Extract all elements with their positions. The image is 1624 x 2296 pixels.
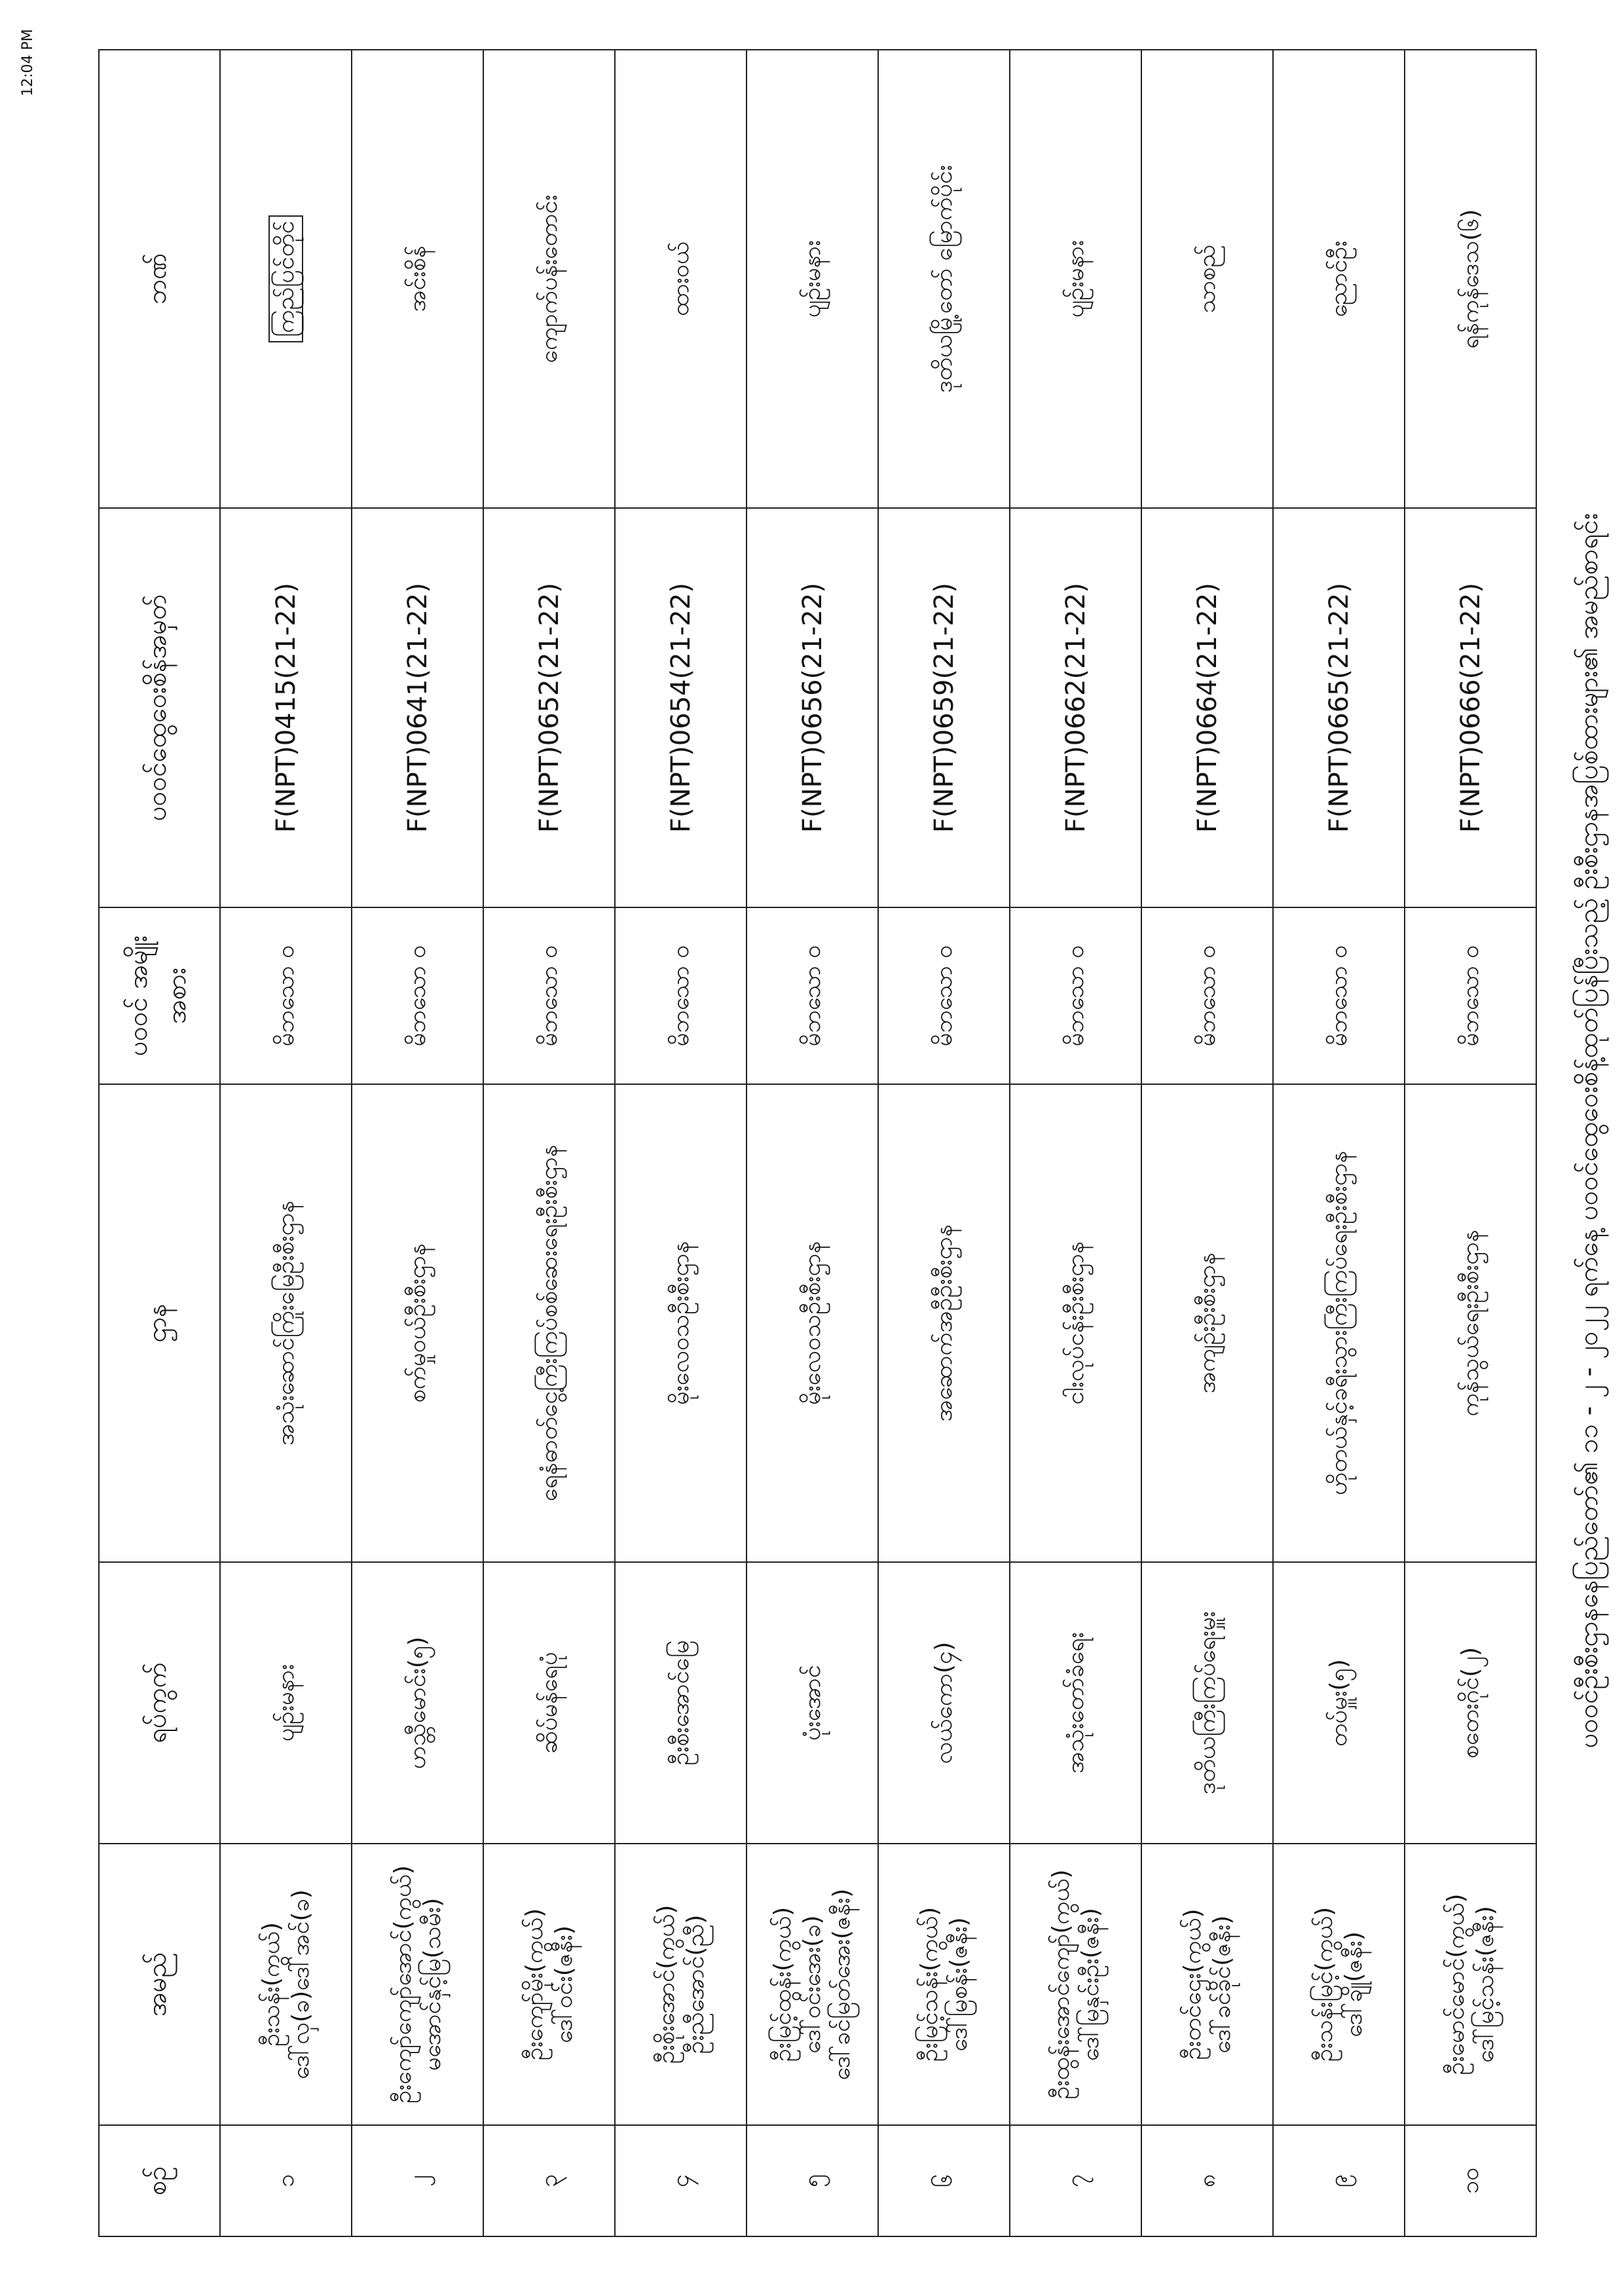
table-row	[1273, 50, 1405, 2236]
cell-license: F(NPT)0659(21-22)	[878, 508, 1010, 907]
cell-no: ၉	[1273, 2125, 1405, 2236]
cell-department: အသုံးဆောင်ကြိုးမြေဦးစီးဌာန	[220, 1084, 352, 1562]
header-row	[99, 50, 220, 2236]
name-line: ဒေါ်ခင်ခိုင်(ဇနီး)	[1208, 1915, 1236, 2054]
name-line: ဦးသန်း(ကွယ်)	[257, 1922, 285, 2047]
cell-address: ပျဉ်းမနား	[220, 1562, 352, 1844]
cell-no: ၄	[615, 2125, 747, 2236]
table-row	[1141, 50, 1273, 2236]
table-row	[220, 50, 352, 2236]
cell-address: ပုံးအောင်	[747, 1562, 878, 1844]
name-line: ဒေါ်ဝင်းအေး(ခ)	[799, 1915, 826, 2054]
cell-region	[1010, 50, 1141, 508]
cell-name	[1010, 1844, 1141, 2125]
cell-no: ၁	[220, 2125, 352, 2236]
cell-no: ၁၀	[1405, 2125, 1536, 2236]
table-row	[878, 50, 1010, 2236]
name-line: ဦးမောင်မောင်(ကွယ်)	[1442, 1893, 1469, 2075]
cell-address: လယ်ကော(၄)	[878, 1562, 1010, 1844]
cell-license: F(NPT)0415(21-22)	[220, 508, 352, 907]
table-row	[352, 50, 483, 2236]
header-department: ဌာန	[99, 1084, 220, 1562]
cell-type: မိဘသော ဝ	[878, 907, 1010, 1084]
cell-name	[615, 1844, 747, 2125]
table-row	[1405, 50, 1536, 2236]
name-line: ဒေါ်မြင့်သန်း(ဇနီး)	[1471, 1906, 1499, 2063]
cell-department: စက်မှုဝယ်ဦးစီးဌာန	[352, 1084, 483, 1562]
cell-department: ကုန်သွယ်ရေးဦးစီးဌာန	[1405, 1084, 1536, 1562]
table-row	[615, 50, 747, 2236]
cell-name	[1141, 1844, 1273, 2125]
cell-department: အကျဉ်းဦးစီးဌာန	[1141, 1084, 1273, 1562]
cell-address: စတေးဂိုင်(၂)	[1405, 1562, 1536, 1844]
table-row	[747, 50, 878, 2236]
cell-license: F(NPT)0641(21-22)	[352, 508, 483, 907]
region-label: ပျဉ်းမနား	[1062, 240, 1089, 318]
cell-license: F(NPT)0654(21-22)	[615, 508, 747, 907]
name-line: မအောင်နှင့်မြ(သမီး)	[418, 1897, 446, 2071]
cell-region	[878, 50, 1010, 508]
header-address: ရပ်ကွက်	[99, 1562, 220, 1844]
cell-department: မိုးလေဝသဦးစီးဌာန	[615, 1084, 747, 1562]
cell-no: ၅	[747, 2125, 878, 2236]
document-title: ပဝဝင်ဦးစီးဌာနနေပြည်တော်၏ ၁၁ - ၂ - ၂၀၂၂ ရက်နေ့ ပဝဝင်ထွေဝေးစိန့်ထုတ်ပြန်ပြီးသည့် ဦးစီးဌာနအပြစ်ထားများ၏ အမည်စာရင်း	[1574, 513, 1604, 1749]
cell-name	[352, 1844, 483, 2125]
table-row	[1010, 50, 1141, 2236]
region-label: ထားဝယ်	[667, 242, 694, 316]
cell-type: မိဘသော ဝ	[747, 907, 878, 1084]
header-license: ပဝဝင်ထွေဝေးစိန်အမှတ်	[99, 508, 220, 907]
cell-region	[1141, 50, 1273, 508]
cell-department: မိုးလေဝသဦးစီးဌာန	[747, 1084, 878, 1562]
region-label: သာစည်	[1194, 244, 1221, 314]
cell-address: ဟသ္တီမောင်း(၅)	[352, 1562, 483, 1844]
header-no: စဉ်	[99, 2125, 220, 2236]
region-label: ကြည်ပြင်တိုင်	[268, 215, 303, 342]
cell-license: F(NPT)0666(21-22)	[1405, 508, 1536, 907]
cell-address: တပ်မှူး(၅)	[1273, 1562, 1405, 1844]
cell-type: မိဘသော ဝ	[1273, 907, 1405, 1084]
name-line: ဦးကျော်ကျော်အောင်(ကွယ်)	[389, 1865, 416, 2104]
cell-department: ရေနံဓာတ်ငွေ့ကြီးကြပ်စစ်ဆေးရေးဦးစီးဌာန	[483, 1084, 615, 1562]
name-line: ဦးသန်းမြင့်(ကွယ်)	[1310, 1906, 1338, 2062]
document-table	[98, 49, 1537, 2237]
cell-name	[1405, 1844, 1536, 2125]
cell-address: ဆိပ်မန်ရေပုံ	[483, 1562, 615, 1844]
region-label: အင်းစိန်	[404, 246, 431, 312]
cell-no: ၂	[352, 2125, 483, 2236]
cell-address: ဦးစီးအောင်မြေ	[615, 1562, 747, 1844]
cell-region	[483, 50, 615, 508]
name-line: ဒေါ်ချို(ဇနီး)	[1340, 1931, 1367, 2037]
cell-type: မိဘသော ဝ	[352, 907, 483, 1084]
name-line: ဒေါ်လှ(ခ)ဒေါ်အင်(ခ)	[287, 1889, 314, 2079]
cell-type: မိဘသော ဝ	[1141, 907, 1273, 1084]
cell-type: မိဘသော ဝ	[615, 907, 747, 1084]
region-label: ဒုတိယမြို့တော် မြောက်ပိုင်း	[931, 164, 957, 393]
table-body	[220, 50, 1536, 2236]
cell-department: ငါးလုပ်ငန်းဦးစီးဌာန	[1010, 1084, 1141, 1562]
name-line: ဒေါ်မြနှင်းဦး(ဇနီး)	[1077, 1908, 1104, 2061]
cell-no: ၆	[878, 2125, 1010, 2236]
cell-region	[615, 50, 747, 508]
cell-type: မိဘသော ဝ	[1405, 907, 1536, 1084]
header-region: ဘဏ်	[99, 50, 220, 508]
region-label: ပျဉ်းမနား	[799, 240, 826, 318]
name-line: ဦးစိုးအောင်(ကွယ်)	[652, 1904, 680, 2064]
cell-name	[483, 1844, 615, 2125]
cell-department: အဆောက်အဦဦးစီးဌာန	[878, 1084, 1010, 1562]
cell-license: F(NPT)0656(21-22)	[747, 508, 878, 907]
name-line: ဦးမြင့်ထွန်း(ကွယ်)	[769, 1906, 796, 2062]
cell-license: F(NPT)0652(21-22)	[483, 508, 615, 907]
cell-no: ၈	[1141, 2125, 1273, 2236]
cell-license: F(NPT)0665(21-22)	[1273, 508, 1405, 907]
cell-region	[747, 50, 878, 508]
name-line: ဦးမြင့်သန်း(ကွယ်)	[915, 1906, 943, 2062]
cell-name	[1273, 1844, 1405, 2125]
cell-address: အသုံးတော်ခံရေး	[1010, 1562, 1141, 1844]
timestamp: 12:04 PM	[20, 29, 36, 96]
region-label: ရန်ကုန်ဒေသ(၆)	[1457, 209, 1484, 349]
header-type: ပဝဝင် အမျိုးအစား	[99, 907, 220, 1084]
cell-type: မိဘသော ဝ	[483, 907, 615, 1084]
header-name: အမည်	[99, 1844, 220, 2125]
cell-type: မိဘသော ဝ	[220, 907, 352, 1084]
name-line: ဦးညီအောင်(ညီ)	[682, 1914, 709, 2054]
cell-region	[1273, 50, 1405, 508]
cell-department: ဟိုတယ်နှင့်ခရီးသွားကြီးကြပ်ရေးဦးစီးဌာန	[1273, 1084, 1405, 1562]
name-line: ဦးကျော်မိုး(ကွယ်)	[521, 1908, 548, 2061]
cell-no: ၇	[1010, 2125, 1141, 2236]
name-line: ဒေါ်မြစန်း(ဇနီး)	[945, 1917, 972, 2052]
cell-license: F(NPT)0664(21-22)	[1141, 508, 1273, 907]
cell-type: မိဘသော ဝ	[1010, 907, 1141, 1084]
cell-name	[747, 1844, 878, 2125]
name-line: ဦးထွန်းအောင်ကျော်(ကွယ်)	[1047, 1869, 1075, 2100]
cell-license: F(NPT)0662(21-22)	[1010, 508, 1141, 907]
cell-address: ဒုတိယကြီးကြပ်ရေးမှူး	[1141, 1562, 1273, 1844]
cell-region	[1405, 50, 1536, 508]
name-line: ဒေါ်ဝင်း(ဇနီး)	[550, 1925, 578, 2043]
cell-name	[220, 1844, 352, 2125]
name-line: ဦးတင်ဌေး(ကွယ်)	[1179, 1908, 1206, 2060]
region-label: ကျောက်ပန်းတောင်း	[536, 194, 563, 363]
cell-name	[878, 1844, 1010, 2125]
cell-region	[220, 50, 352, 508]
region-label: ညောင်ဦး	[1325, 240, 1352, 318]
name-line: ဒေါ်ခင်မြတ်အေး(ဇနီး)	[828, 1888, 855, 2081]
table-row	[483, 50, 615, 2236]
cell-no: ၃	[483, 2125, 615, 2236]
cell-region	[352, 50, 483, 508]
